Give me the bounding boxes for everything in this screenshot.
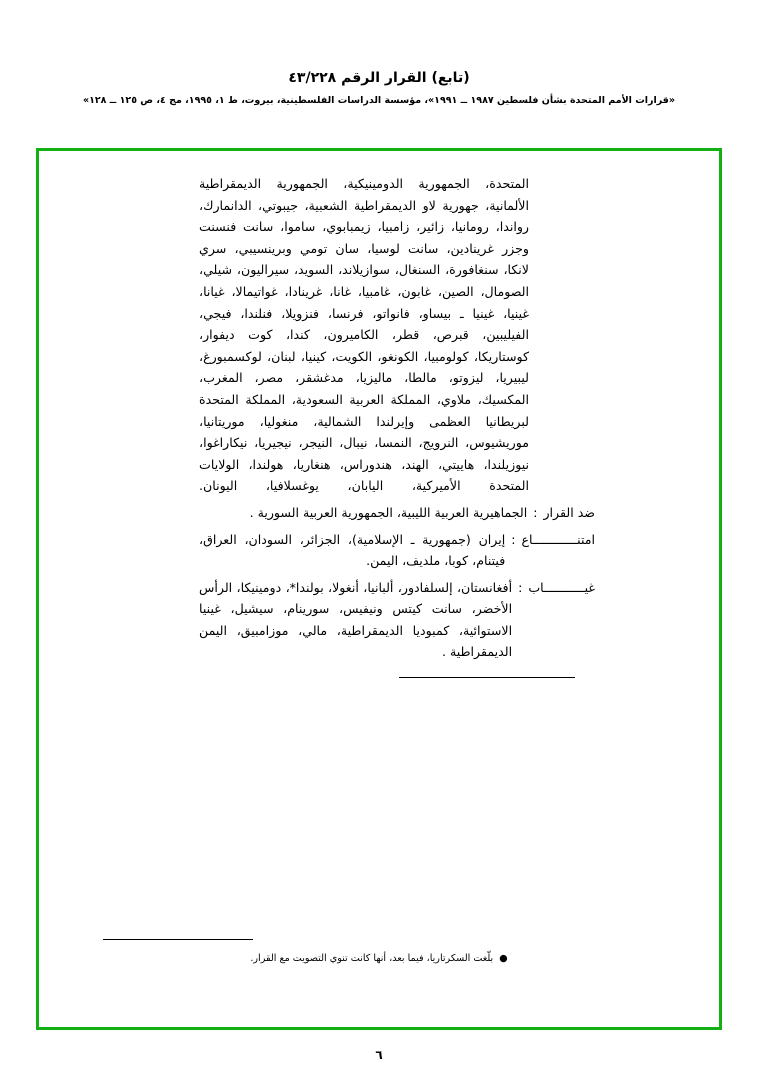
footnote-divider <box>103 939 253 940</box>
page-header <box>0 0 758 106</box>
content-frame <box>36 148 722 1030</box>
vote-label: غيـــــــــــاب <box>528 579 595 595</box>
source-citation: «قرارات الأمم المتحدة بشأن فلسطين ١٩٨٧ ــ ١٩٩١»، مؤسسة الدراسات الفلسطينية، بيروت، ط ١، ١٩٩٥، مج ٤، ص ١٢٥ ــ ١٢٨» <box>82 95 676 106</box>
countries-list-paragraph: المتحدة، الجمهورية الدومينيكية، الجمهورية الديمقراطية الألمانية، جهورية لاو الديمقراطية الشعبية، جيبوتي، الدانمارك، رواندا، رومانيا، زائير، زامبيا، زيمبابوي، ساموا، سانت فنسنت وجزر غرينادين، سانت لوسيا، سان تومي وبرينسيبي، سري لانكا، سنغافورة، السنغال، سوازيلاند، السويد، سيراليون، شيلي، الصومال، الصين، غابون، غامبيا، غانا، غرينادا، غواتيمالا، غيانا، غينيا، غينيا ـ بيساو، فانواتو، فرنسا، فنزويلا، فنلندا، فيجي، الفيليبين، قبرص، قطر، الكاميرون، كندا، كوت ديفوار، كوستاريكا، كولومبيا، الكونغو، الكويت، كينيا، لبنان، لوكسمبورغ، ليبيريا، ليزوتو، مالطا، ماليزيا، مدغشقر، مصر، المغرب، المكسيك، ملاوي، المملكة العربية السعودية، المملكة المتحدة لبريطانيا العظمى وإيرلندا الشمالية، منغوليا، موريتانيا، موريشيوس، النرويج، النمسا، نيبال، النيجر، نيجيريا، نيكاراغوا، نيوزيلندا، هاييتي، الهند، هندوراس، هنغاريا، هولندا، الولايات المتحدة الأميركية، اليابان، يوغسلافيا، اليونان. <box>199 176 529 494</box>
vote-text: الجماهيرية العربية الليبية، الجمهورية العربية السورية . <box>249 504 528 520</box>
vote-text: أفغانستان، إلسلفادور، ألبانيا، أنغولا، بولندا*، دومينيكا، الرأس الأخضر، سانت كيتس ونيفيس، سورينام، سيشيل، غينيا الاستوائية، كمبوديا الديمقراطية، مالي، موزامبيق، اليمن الديمقراطية . <box>199 579 513 660</box>
section-divider <box>399 677 575 678</box>
vote-colon: : <box>518 579 523 595</box>
vote-row <box>199 577 595 663</box>
content-area <box>39 173 719 678</box>
vote-row <box>199 502 595 524</box>
footnote-text: بلّغت السكرتاريا، فيما بعد، أنها كانت تنوي التصويت مع القرار. <box>250 953 494 964</box>
footnote-marker-icon: ● <box>499 953 508 964</box>
page-number: ٦ <box>375 1048 383 1062</box>
vote-label: امتنــــــــــــاع <box>521 531 595 547</box>
vote-row <box>199 529 595 572</box>
vote-label: ضد القرار <box>543 504 595 520</box>
page-title: (تابع) القرار الرقم ٤٣/٢٢٨ <box>288 70 470 86</box>
footnote <box>99 951 659 967</box>
vote-text: إيران (جمهورية ـ الإسلامية)، الجزائر، السودان، العراق، فيتنام، كوبا، ملديف، اليمن. <box>199 531 506 569</box>
vote-colon: : <box>533 504 538 520</box>
vote-colon: : <box>511 531 516 547</box>
